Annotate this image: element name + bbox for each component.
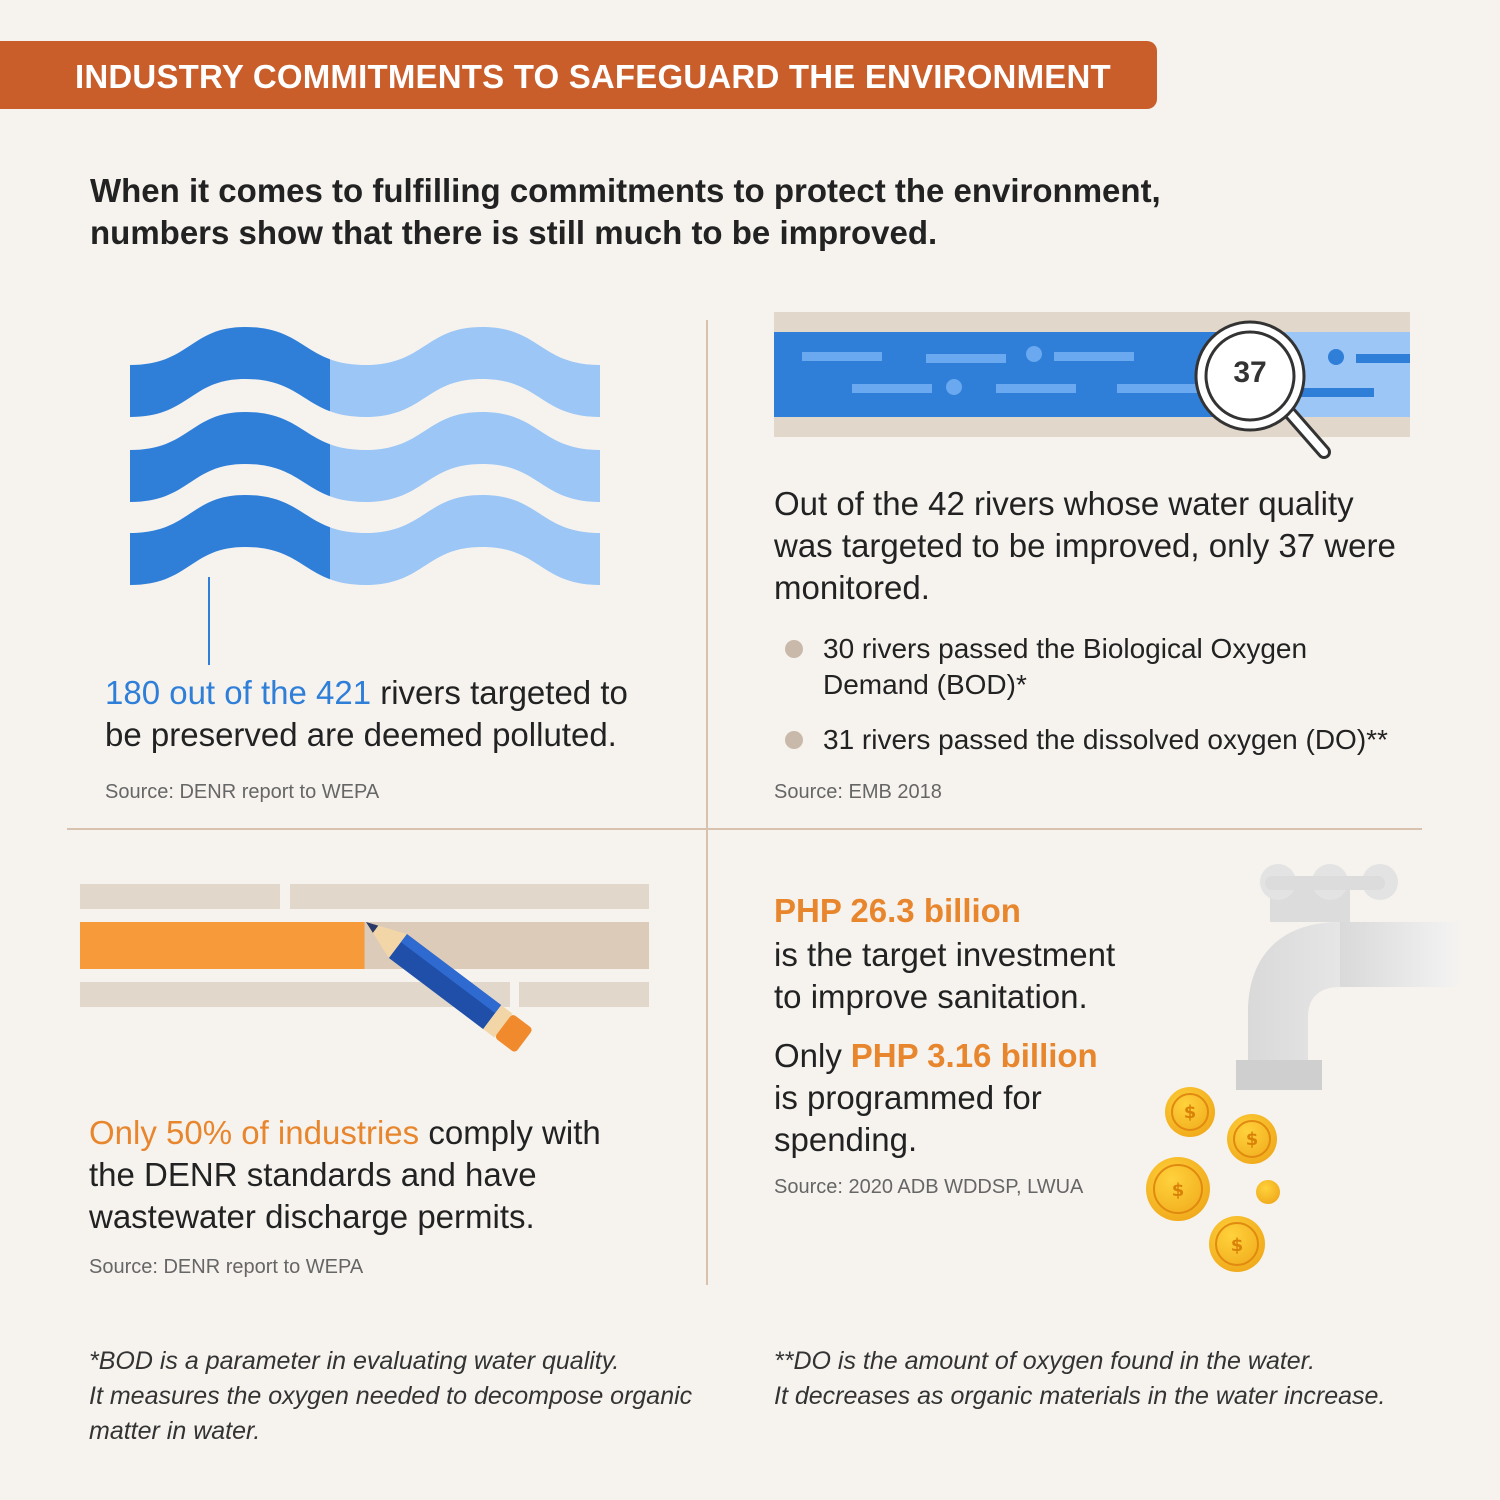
bullet-dot [785, 640, 803, 658]
footnote-bod-line-2: It measures the oxygen needed to decompose organic [89, 1382, 693, 1410]
svg-text:$: $ [1183, 1102, 1197, 1123]
rivers-monitored-line-1: Out of the 42 rivers whose water quality [774, 485, 1354, 522]
target-investment-line-1: is the target investment [774, 936, 1116, 973]
svg-text:$: $ [1171, 1180, 1185, 1201]
industries-line-2: the DENR standards and have [89, 1156, 537, 1193]
programmed-amount: PHP 3.16 billion [850, 1037, 1098, 1074]
programmed-text [774, 1077, 1042, 1161]
programmed-line-2: spending. [774, 1121, 918, 1158]
industries-line-1: comply with [419, 1114, 601, 1151]
faucet-coins-icon [1140, 862, 1500, 1277]
footnote-do-line-2: It decreases as organic materials in the water increase. [774, 1382, 1386, 1410]
industries-source: Source: DENR report to WEPA [89, 1256, 364, 1278]
intro-line-1: When it comes to fulfilling commitments to protect the environment, [90, 172, 1161, 209]
bullet-do-line-1: 31 rivers passed the dissolved oxygen (DO)** [823, 724, 1388, 755]
horizontal-divider [67, 828, 1422, 830]
programmed-line [774, 1035, 1098, 1077]
industries-highlight: Only 50% of industries [89, 1114, 420, 1151]
target-investment-amount: PHP 26.3 billion [774, 892, 1021, 929]
svg-text:$: $ [1245, 1129, 1259, 1150]
vertical-divider [706, 320, 708, 1285]
rivers-polluted-text-2: be preserved are deemed polluted. [105, 716, 617, 753]
sanitation-source: Source: 2020 ADB WDDSP, LWUA [774, 1176, 1084, 1198]
rivers-monitored-stat [774, 483, 1396, 609]
rivers-polluted-highlight: 180 out of the 421 [105, 674, 372, 711]
bullet-bod-line-2: Demand (BOD)* [823, 669, 1027, 700]
industries-stat [89, 1112, 601, 1238]
intro-text [90, 170, 1290, 254]
pencil-form-icon [78, 884, 653, 1079]
programmed-line-1: is programmed for [774, 1079, 1042, 1116]
bullet-bod-line-1: 30 rivers passed the Biological Oxygen [823, 633, 1308, 664]
rivers-polluted-text-1: rivers targeted to [371, 674, 628, 711]
footnote-do [774, 1344, 1385, 1414]
rivers-polluted-stat [105, 672, 628, 756]
target-investment-line-2: to improve sanitation. [774, 978, 1088, 1015]
page-title: INDUSTRY COMMITMENTS TO SAFEGUARD THE ENVIRONMENT [75, 58, 1111, 95]
only-label: Only [774, 1037, 842, 1074]
footnote-bod-line-1: *BOD is a parameter in evaluating water quality. [89, 1347, 620, 1375]
footnote-bod [89, 1344, 692, 1449]
bullet-dot [785, 731, 803, 749]
rivers-monitored-source: Source: EMB 2018 [774, 781, 942, 803]
footnote-bod-line-3: matter in water. [89, 1417, 261, 1445]
industries-line-3: wastewater discharge permits. [89, 1198, 535, 1235]
target-investment-text [774, 934, 1115, 1018]
magnifier-river-icon [774, 312, 1414, 467]
rivers-monitored-line-3: monitored. [774, 569, 930, 606]
intro-line-2: numbers show that there is still much to be improved. [90, 214, 938, 251]
monitored-count-badge: 37 [1233, 356, 1267, 389]
water-waves-icon [130, 325, 600, 587]
waves-pointer-line [208, 577, 210, 665]
rivers-monitored-line-2: was targeted to be improved, only 37 were [774, 527, 1396, 564]
svg-text:$: $ [1230, 1235, 1244, 1256]
rivers-polluted-source: Source: DENR report to WEPA [105, 781, 380, 803]
footnote-do-line-1: **DO is the amount of oxygen found in the water. [774, 1347, 1316, 1375]
